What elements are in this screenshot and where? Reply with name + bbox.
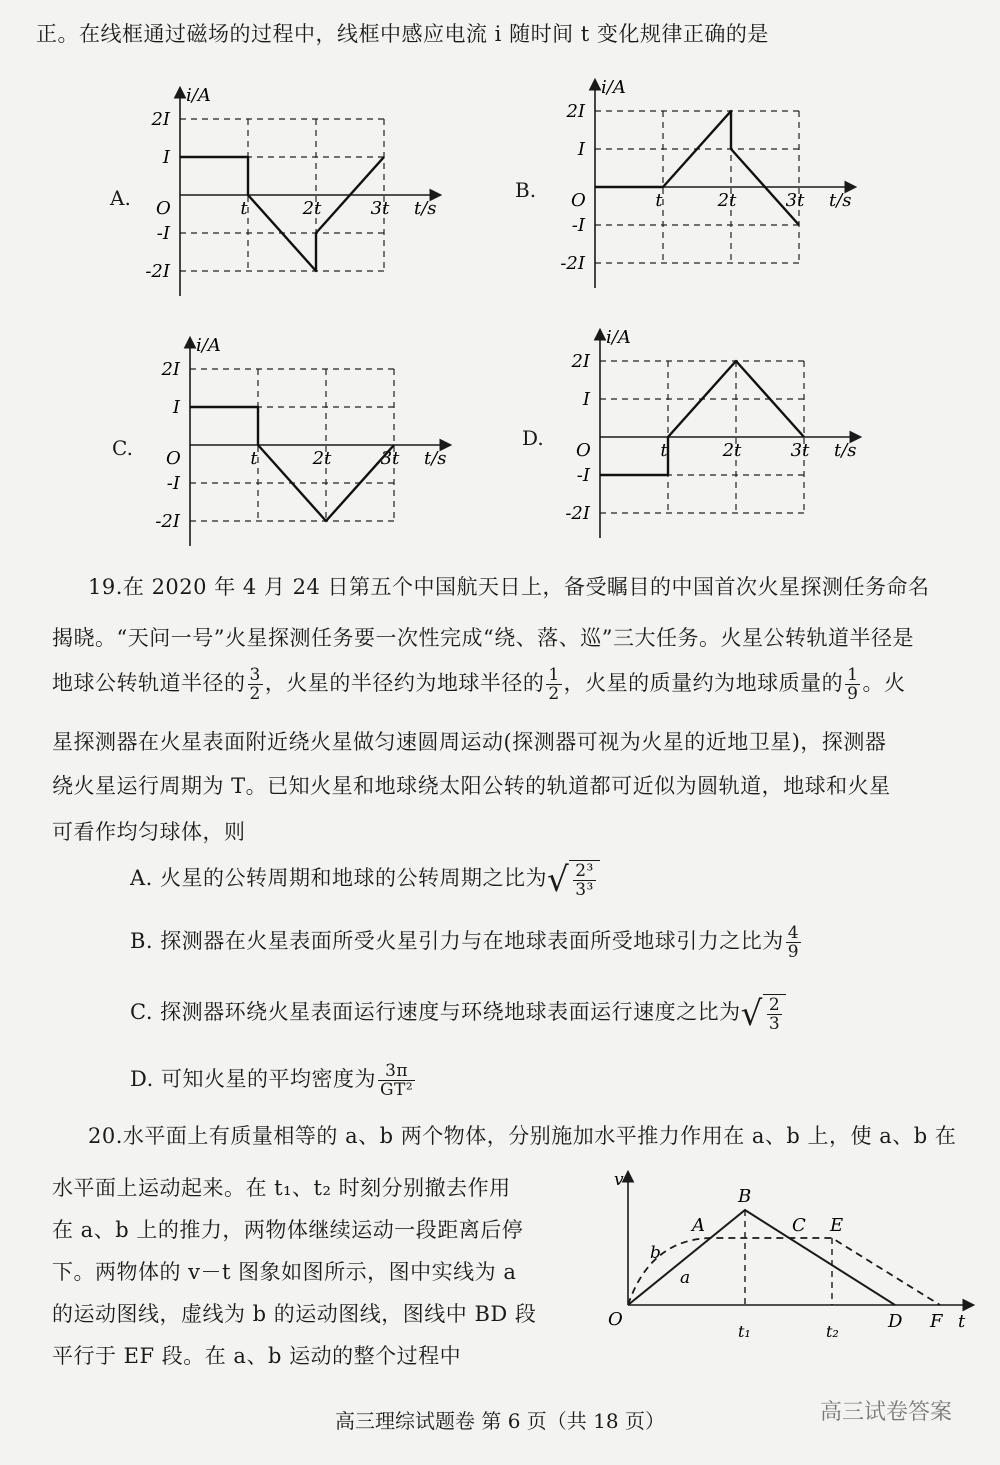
x-tick-label: 2t	[717, 190, 737, 211]
y-axis-label: i/A	[601, 77, 626, 98]
y-tick-label: -2I	[155, 511, 180, 532]
x-axis-label: t/s	[424, 448, 447, 469]
origin-label: O	[156, 198, 171, 219]
svg-text:O: O	[608, 1309, 623, 1330]
graph-option-d	[550, 322, 880, 552]
y-axis-label: i/A	[606, 327, 631, 348]
y-tick-label: I	[577, 139, 585, 160]
current-series-line	[190, 407, 394, 521]
q20-line-2: 水平面上运动起来。在 t₁、t₂ 时刻分别撤去作用	[52, 1176, 511, 1200]
q20-line-4: 下。两物体的 v－t 图象如图所示，图中实线为 a	[52, 1260, 517, 1284]
fraction-one-half: $\frac{1}{2}$	[548, 665, 560, 704]
y-tick-label: -I	[576, 465, 590, 486]
svg-text:t₁: t₁	[738, 1322, 751, 1341]
y-tick-label: -2I	[565, 503, 590, 524]
y-tick-label: -I	[166, 473, 180, 494]
y-tick-label: 2I	[571, 351, 590, 372]
svg-text:t₂: t₂	[826, 1322, 839, 1341]
y-tick-label: 2I	[161, 359, 180, 380]
q18-option-a-label: A.	[110, 186, 131, 210]
x-tick-label: 3t	[380, 448, 400, 469]
q19-line-6: 可看作均匀球体，则	[52, 820, 246, 844]
fraction-one-ninth: $\frac{1}{9}$	[847, 665, 859, 704]
svg-text:D: D	[888, 1311, 903, 1332]
y-tick-label: 2I	[566, 101, 585, 122]
q18-option-c-label: C.	[112, 436, 133, 460]
watermark: 高三试卷答案	[820, 1400, 953, 1425]
y-tick-label: -I	[156, 223, 170, 244]
x-tick-label: t	[660, 440, 668, 461]
q20-line-1: 20.水平面上有质量相等的 a、b 两个物体，分别施加水平推力作用在 a、b 上，使 a、b 在	[88, 1124, 957, 1148]
x-tick-label: 2t	[722, 440, 742, 461]
graph-option-b	[545, 72, 875, 302]
q18-option-d-label: D.	[522, 426, 544, 450]
q19-line-5: 绕火星运行周期为 T。已知火星和地球绕太阳公转的轨道都可近似为圆轨道，地球和火星	[52, 774, 891, 798]
svg-text:a: a	[680, 1268, 691, 1288]
x-axis-label: t/s	[834, 440, 857, 461]
svg-text:b: b	[650, 1243, 661, 1263]
q19-line-2: 揭晓。“天问一号”火星探测任务要一次性完成“绕、落、巡”三大任务。火星公转轨道半径是	[52, 626, 914, 650]
x-tick-label: t	[250, 448, 258, 469]
x-tick-label: 3t	[785, 190, 805, 211]
origin-label: O	[166, 448, 181, 469]
graph-option-c	[140, 330, 470, 560]
svg-text:v: v	[614, 1170, 624, 1190]
q20-line-5: 的运动图线，虚线为 b 的运动图线，图线中 BD 段	[52, 1302, 537, 1326]
q20-line-3: 在 a、b 上的推力，两物体继续运动一段距离后停	[52, 1218, 524, 1242]
q19-line-1: 19.在 2020 年 4 月 24 日第五个中国航天日上，备受瞩目的中国首次火星探测任务命名	[88, 575, 930, 599]
y-axis-label: i/A	[196, 335, 221, 356]
page-footer: 高三理综试题卷 第 6 页（共 18 页）	[335, 1409, 665, 1433]
svg-text:F: F	[930, 1311, 943, 1332]
fraction-three-halves: $\frac{3}{2}$	[249, 665, 261, 704]
svg-text:B: B	[738, 1186, 752, 1207]
y-tick-label: I	[582, 389, 590, 410]
x-tick-label: 2t	[312, 448, 332, 469]
x-axis-label: t/s	[829, 190, 852, 211]
y-axis-label: i/A	[186, 85, 211, 106]
y-tick-label: 2I	[151, 109, 170, 130]
current-series-line	[180, 157, 384, 271]
y-tick-label: -I	[571, 215, 585, 236]
q18-option-b-label: B.	[515, 178, 537, 202]
q18-stem: 正。在线框通过磁场的过程中，线框中感应电流 i 随时间 t 变化规律正确的是	[36, 22, 769, 46]
x-axis-label: t/s	[414, 198, 437, 219]
q19-line-4: 星探测器在火星表面附近绕火星做匀速圆周运动(探测器可视为火星的近地卫星)，探测器	[52, 730, 887, 754]
q20-line-6: 平行于 EF 段。在 a、b 运动的整个过程中	[52, 1344, 462, 1368]
current-series-line	[595, 111, 799, 225]
origin-label: O	[571, 190, 586, 211]
y-tick-label: -2I	[145, 261, 170, 282]
y-tick-label: I	[172, 397, 180, 418]
x-tick-label: t	[240, 198, 248, 219]
q20-vt-graph	[600, 1165, 990, 1365]
origin-label: O	[576, 440, 591, 461]
q19-option-a: A. 火星的公转周期和地球的公转周期之比为 √ $\frac{\text{2³}}{\text{3³}}$	[130, 860, 600, 899]
q19-option-c: C. 探测器环绕火星表面运行速度与环绕地球表面运行速度之比为 √ $\frac{2}{3}$	[130, 994, 786, 1033]
graph-option-a	[130, 80, 460, 310]
y-tick-label: -2I	[560, 253, 585, 274]
x-tick-label: 2t	[302, 198, 322, 219]
current-series-line	[600, 361, 804, 475]
svg-text:C: C	[792, 1215, 806, 1236]
q19-line-3: 地球公转轨道半径的 $\frac{3}{2}$ ，火星的半径约为地球半径的 $\frac{1}{2}$ ，火星的质量约为地球质量的 $\frac{1}{9}$ 。火	[52, 665, 906, 704]
x-tick-label: 3t	[790, 440, 810, 461]
q19-option-b: B. 探测器在火星表面所受火星引力与在地球表面所受地球引力之比为 $\frac{4}{9}$	[130, 923, 800, 962]
svg-text:t: t	[958, 1311, 966, 1332]
svg-text:A: A	[692, 1215, 705, 1236]
q19-option-d: D. 可知火星的平均密度为 $\frac{3\pi}{\text{GT²}}$	[130, 1061, 414, 1100]
x-tick-label: t	[655, 190, 663, 211]
sqrt-expression: √ $\frac{\text{2³}}{\text{3³}}$	[547, 860, 600, 899]
svg-text:E: E	[830, 1215, 844, 1236]
x-tick-label: 3t	[370, 198, 390, 219]
sqrt-expression: √ $\frac{2}{3}$	[741, 994, 787, 1033]
y-tick-label: I	[162, 147, 170, 168]
